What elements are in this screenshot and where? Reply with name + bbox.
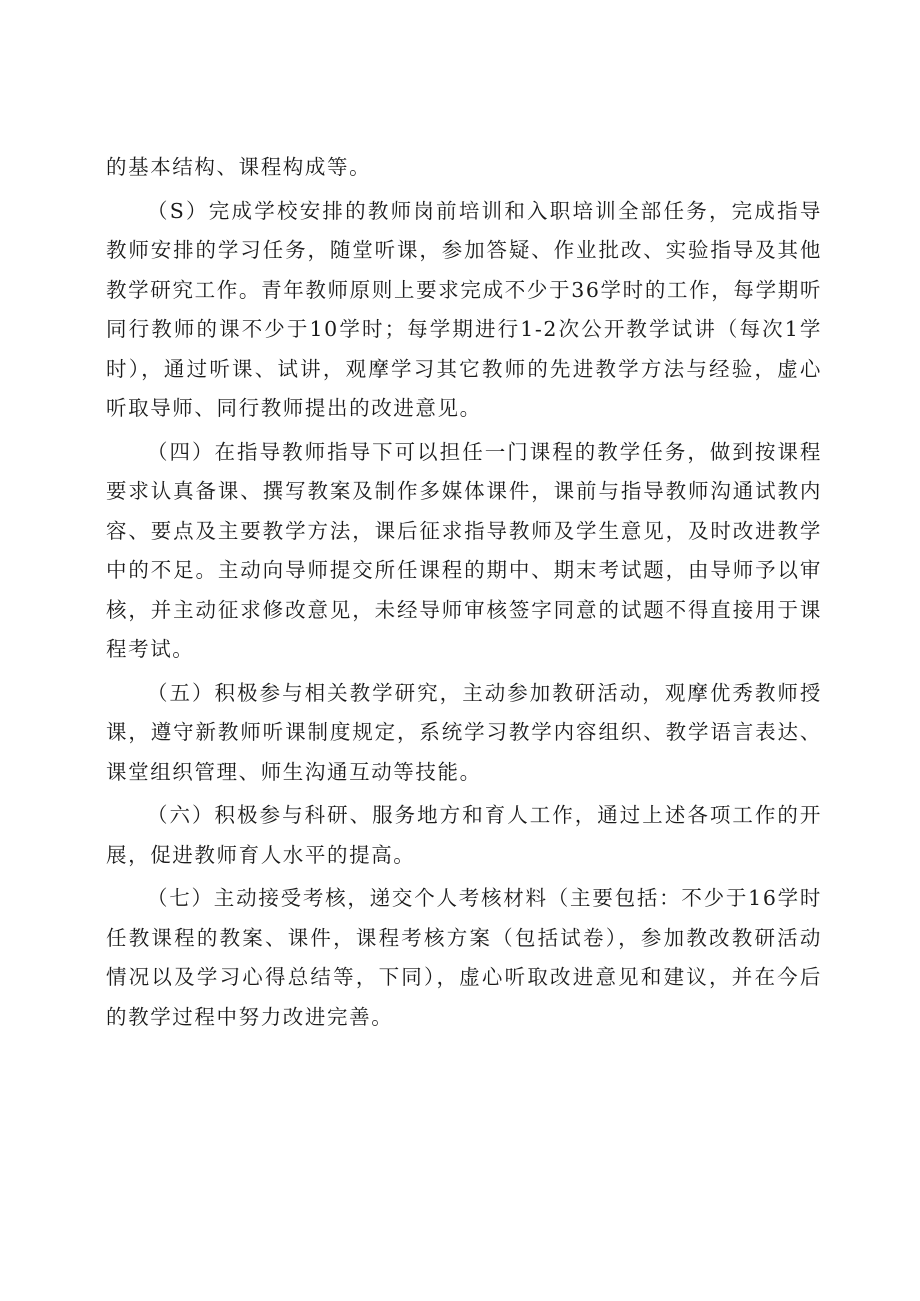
paragraph-item-5: （五）积极参与相关教学研究，主动参加教研活动，观摩优秀教师授课，遵守新教师听课制度规定，系统学习教学内容组织、教学语言表达、课堂组织管理、师生沟通互动等技能。 [106,680,822,784]
paragraph-continuation: 的基本结构、课程构成等。 [106,155,372,179]
paragraph-item-4: （四）在指导教师指导下可以担任一门课程的教学任务，做到按课程要求认真备课、撰写教案及制作多媒体课件，课前与指导教师沟通试教内容、要点及主要教学方法，课后征求指导教师及学生意见，及时改进教学中的不足。主动向导师提交所任课程的期中、期末考试题，由导师予以审核，并主动征求修改意见，未经导师审核签字同意的试题不得直接用于课程考试。 [106,439,822,661]
paragraph-item-6: （六）积极参与科研、服务地方和育人工作，通过上述各项工作的开展，促进教师育人水平的提高。 [106,803,822,867]
paragraph-item-3: （S）完成学校安排的教师岗前培训和入职培训全部任务，完成指导教师安排的学习任务，随堂听课，参加答疑、作业批改、实验指导及其他教学研究工作。青年教师原则上要求完成不少于36学时的工作，每学期听同行教师的课不少于10学时；每学期进行1-2次公开教学试讲（每次1学时），通过听课、试讲，观摩学习其它教师的先进教学方法与经验，虚心听取导师、同行教师提出的改进意见。 [106,198,822,420]
paragraph-item-7: （七）主动接受考核，递交个人考核材料（主要包括：不少于16学时任教课程的教案、课件，课程考核方案（包括试卷），参加教改教研活动情况以及学习心得总结等，下同），虚心听取改进意见和建议，并在今后的教学过程中努力改进完善。 [106,886,822,1029]
document-body [106,148,822,1037]
